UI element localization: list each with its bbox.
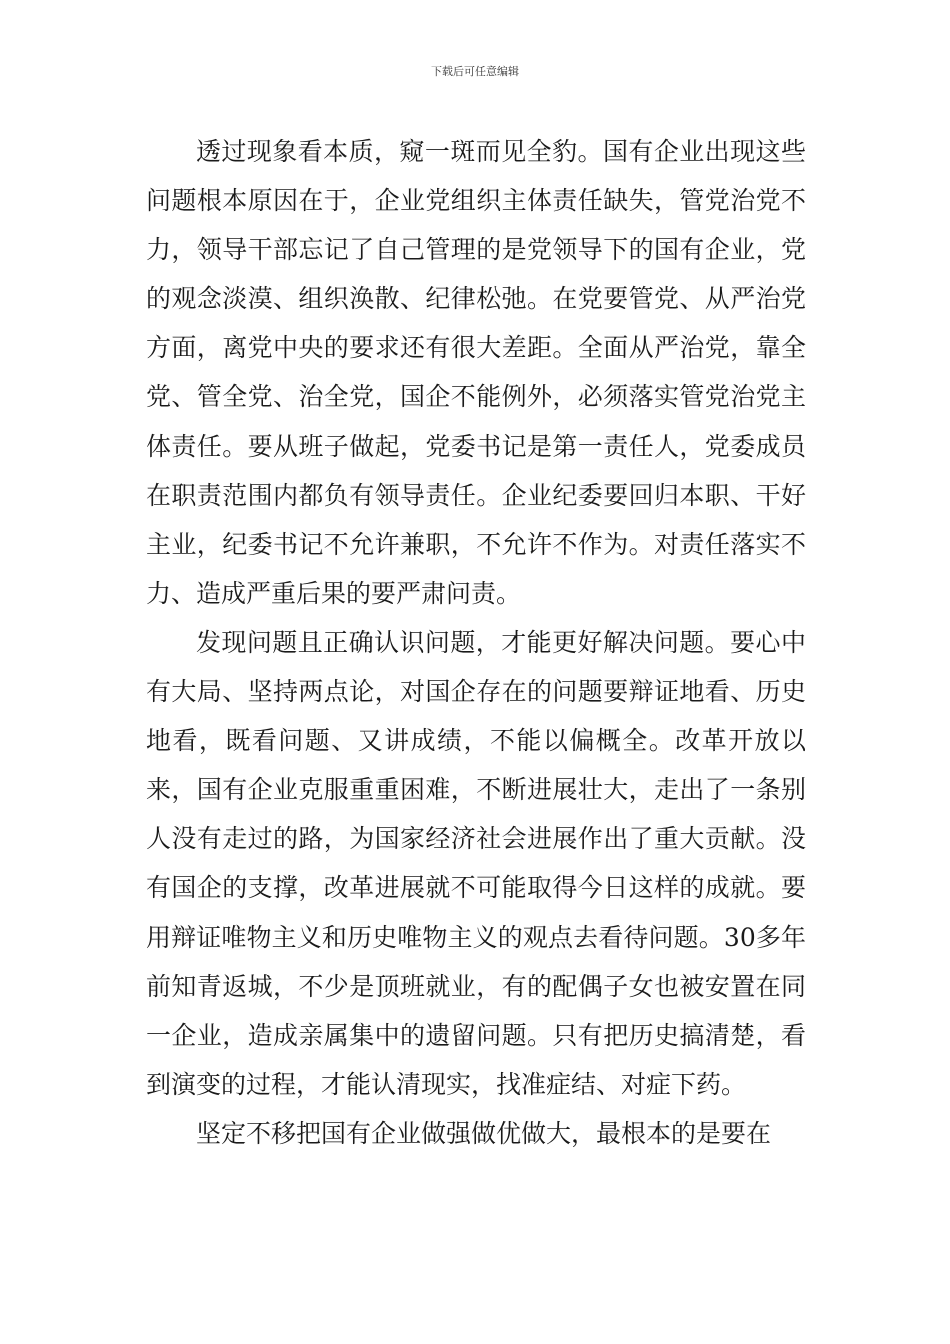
- paragraph-2: 发现问题且正确认识问题，才能更好解决问题。要心中有大局、坚持两点论，对国企存在的问题要辩证地看、历史地看，既看问题、又讲成绩，不能以偏概全。改革开放以来，国有企业克服重重困难，不断进展壮大，走出了一条别人没有走过的路，为国家经济社会进展作出了重大贡献。没有国企的支撑，改革进展就不可能取得今日这样的成就。要用辩证唯物主义和历史唯物主义的观点去看待问题。30多年前知青返城，不少是顶班就业，有的配偶子女也被安置在同一企业，造成亲属集中的遗留问题。只有把历史搞清楚，看到演变的过程，才能认清现实，找准症结、对症下药。: [146, 627, 806, 1099]
- page-header-note: 下载后可任意编辑: [431, 65, 519, 78]
- paragraph-3: 坚定不移把国有企业做强做优做大，最根本的是要在: [196, 1118, 772, 1148]
- paragraph-1: 透过现象看本质，窥一斑而见全豹。国有企业出现这些问题根本原因在于，企业党组织主体责任缺失，管党治党不力，领导干部忘记了自己管理的是党领导下的国有企业，党的观念淡漠、组织涣散、纪律松弛。在党要管党、从严治党方面，离党中央的要求还有很大差距。全面从严治党，靠全党、管全党、治全党，国企不能例外，必须落实管党治党主体责任。要从班子做起，党委书记是第一责任人，党委成员在职责范围内都负有领导责任。企业纪委要回归本职、干好主业，纪委书记不允许兼职，不允许不作为。对责任落实不力、造成严重后果的要严肃问责。: [146, 137, 806, 608]
- document-body: [146, 127, 806, 1158]
